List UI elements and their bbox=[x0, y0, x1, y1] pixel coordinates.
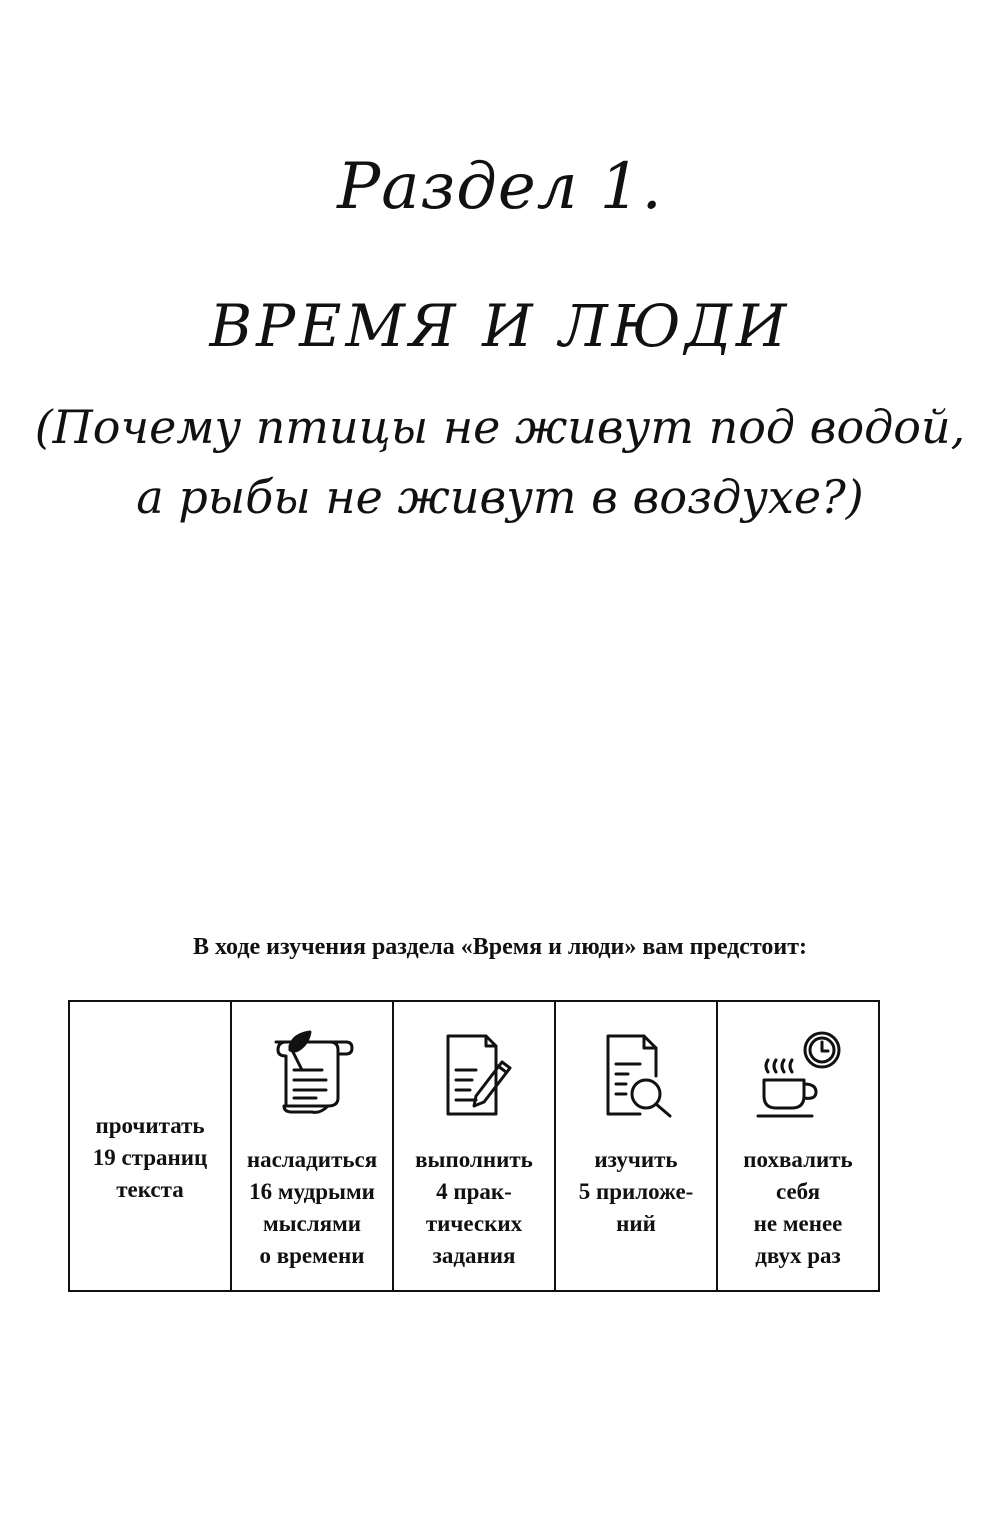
task-line: мыслями bbox=[262, 1211, 362, 1236]
task-cell-quotes bbox=[232, 1002, 394, 1290]
page-title: ВРЕМЯ И ЛЮДИ bbox=[209, 292, 791, 360]
task-line: 5 приложе- bbox=[578, 1179, 694, 1204]
task-line: себя bbox=[775, 1179, 821, 1204]
task-line: ний bbox=[616, 1211, 656, 1236]
subtitle-line: а рыбы не живут в воздухе?) bbox=[136, 470, 864, 524]
task-line: 16 мудрыми bbox=[249, 1179, 375, 1204]
task-line: похвалить bbox=[743, 1147, 853, 1172]
task-text bbox=[70, 1110, 230, 1206]
document-search-icon bbox=[592, 1030, 680, 1120]
task-text bbox=[556, 1144, 716, 1240]
task-line: текста bbox=[116, 1177, 184, 1202]
task-text bbox=[232, 1144, 392, 1272]
tasks-table bbox=[68, 1000, 880, 1292]
subtitle-line: (Почему птицы не живут под водой, bbox=[34, 400, 966, 454]
task-text bbox=[718, 1144, 878, 1272]
task-line: насладиться bbox=[246, 1147, 378, 1172]
task-text bbox=[394, 1144, 554, 1272]
task-line: прочитать bbox=[95, 1113, 205, 1138]
section-number: Раздел 1. bbox=[337, 150, 663, 224]
task-line: не менее bbox=[753, 1211, 843, 1236]
task-line: двух раз bbox=[755, 1243, 841, 1268]
document-pencil-icon bbox=[430, 1030, 518, 1120]
task-cell-praise bbox=[718, 1002, 878, 1290]
task-line: тических bbox=[425, 1211, 523, 1236]
task-line: 19 страниц bbox=[92, 1145, 208, 1170]
task-cell-read bbox=[70, 1002, 232, 1290]
task-cell-exercises bbox=[394, 1002, 556, 1290]
task-line: 4 прак- bbox=[436, 1179, 512, 1204]
scroll-quill-icon bbox=[268, 1030, 356, 1120]
task-line: выполнить bbox=[415, 1147, 533, 1172]
subtitle bbox=[0, 392, 1000, 532]
task-line: задания bbox=[432, 1243, 516, 1268]
intro-text: В ходе изучения раздела «Время и люди» вам предстоит: bbox=[192, 934, 808, 960]
task-line: о времени bbox=[259, 1243, 365, 1268]
task-cell-appendices bbox=[556, 1002, 718, 1290]
task-line: изучить bbox=[594, 1147, 678, 1172]
coffee-clock-icon bbox=[754, 1030, 842, 1120]
